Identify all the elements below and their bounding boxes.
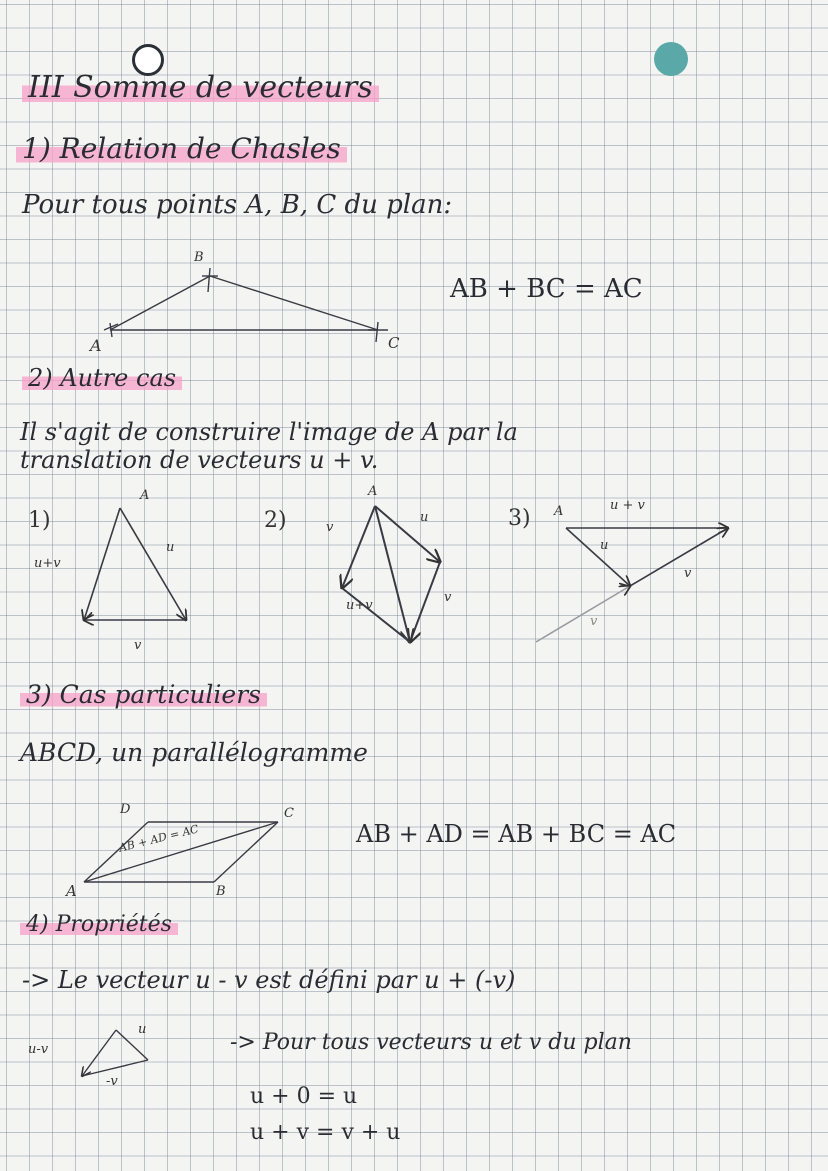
chasles-label-c: C [388, 334, 400, 352]
difference-definition: -> Le vecteur u - v est défini par u + (-v) [22, 966, 516, 994]
heading-relation-chasles: 1) Relation de Chasles [16, 132, 347, 165]
diff-label-u: u [138, 1022, 147, 1037]
chasles-label-b: B [194, 250, 204, 265]
parallelogram-label-d: D [120, 802, 131, 817]
translation-text-line1: Il s'agit de construire l'image de A par la [20, 418, 518, 446]
chasles-label-a: A [90, 336, 102, 355]
fig2-label-u: u [420, 510, 429, 525]
fig1-label-a: A [140, 488, 150, 503]
parallelogram-text: ABCD, un parallélogramme [20, 738, 368, 767]
fig3-label-a: A [554, 504, 564, 519]
chasles-intro: Pour tous points A, B, C du plan: [22, 190, 453, 220]
fig2-label-v-right: v [444, 590, 452, 605]
fig1-label-v: v [134, 638, 142, 653]
chasles-formula: AB + BC = AC [450, 274, 643, 304]
fig3-label-v-right: v [684, 566, 692, 581]
diff-label-minus-v: -v [106, 1074, 118, 1089]
fig1-label-u: u [166, 540, 175, 555]
section-title: III Somme de vecteurs [22, 70, 379, 105]
heading-cas-particuliers: 3) Cas particuliers [20, 680, 267, 709]
fig2-label-sum: u+v [346, 598, 373, 613]
chasles-triangle-diagram [104, 268, 388, 342]
fig3-label-u: u [600, 538, 609, 553]
fig1-label-sum: u+v [34, 556, 61, 571]
zero-vector-property: u + 0 = u [250, 1084, 358, 1109]
parallelogram-label-a: A [66, 882, 77, 900]
fig3-label-v-low: v [590, 614, 598, 629]
all-vectors-text: -> Pour tous vecteurs u et v du plan [230, 1030, 632, 1055]
parallelogram-diagonal-label: AB + AD = AC [117, 822, 200, 855]
fig2-label-a: A [368, 484, 378, 499]
fig2-number: 2) [264, 508, 287, 533]
fig3-number: 3) [508, 506, 531, 531]
commutativity-property: u + v = v + u [250, 1120, 401, 1145]
fig3-label-sum: u + v [610, 498, 645, 513]
fig1-number: 1) [28, 508, 51, 533]
parallelogram-label-c: C [284, 806, 294, 821]
translation-figure-2 [342, 506, 440, 642]
translation-text-line2: translation de vecteurs u + v. [20, 446, 379, 474]
diff-label: u-v [28, 1042, 49, 1057]
fig2-label-v-left: v [326, 520, 334, 535]
heading-autre-cas: 2) Autre cas [22, 364, 182, 392]
heading-proprietes: 4) Propriétés [20, 912, 178, 937]
translation-figure-3 [536, 528, 728, 642]
translation-figure-1 [84, 508, 186, 620]
parallelogram-label-b: B [216, 884, 226, 899]
parallelogram-formula: AB + AD = AB + BC = AC [356, 820, 677, 848]
